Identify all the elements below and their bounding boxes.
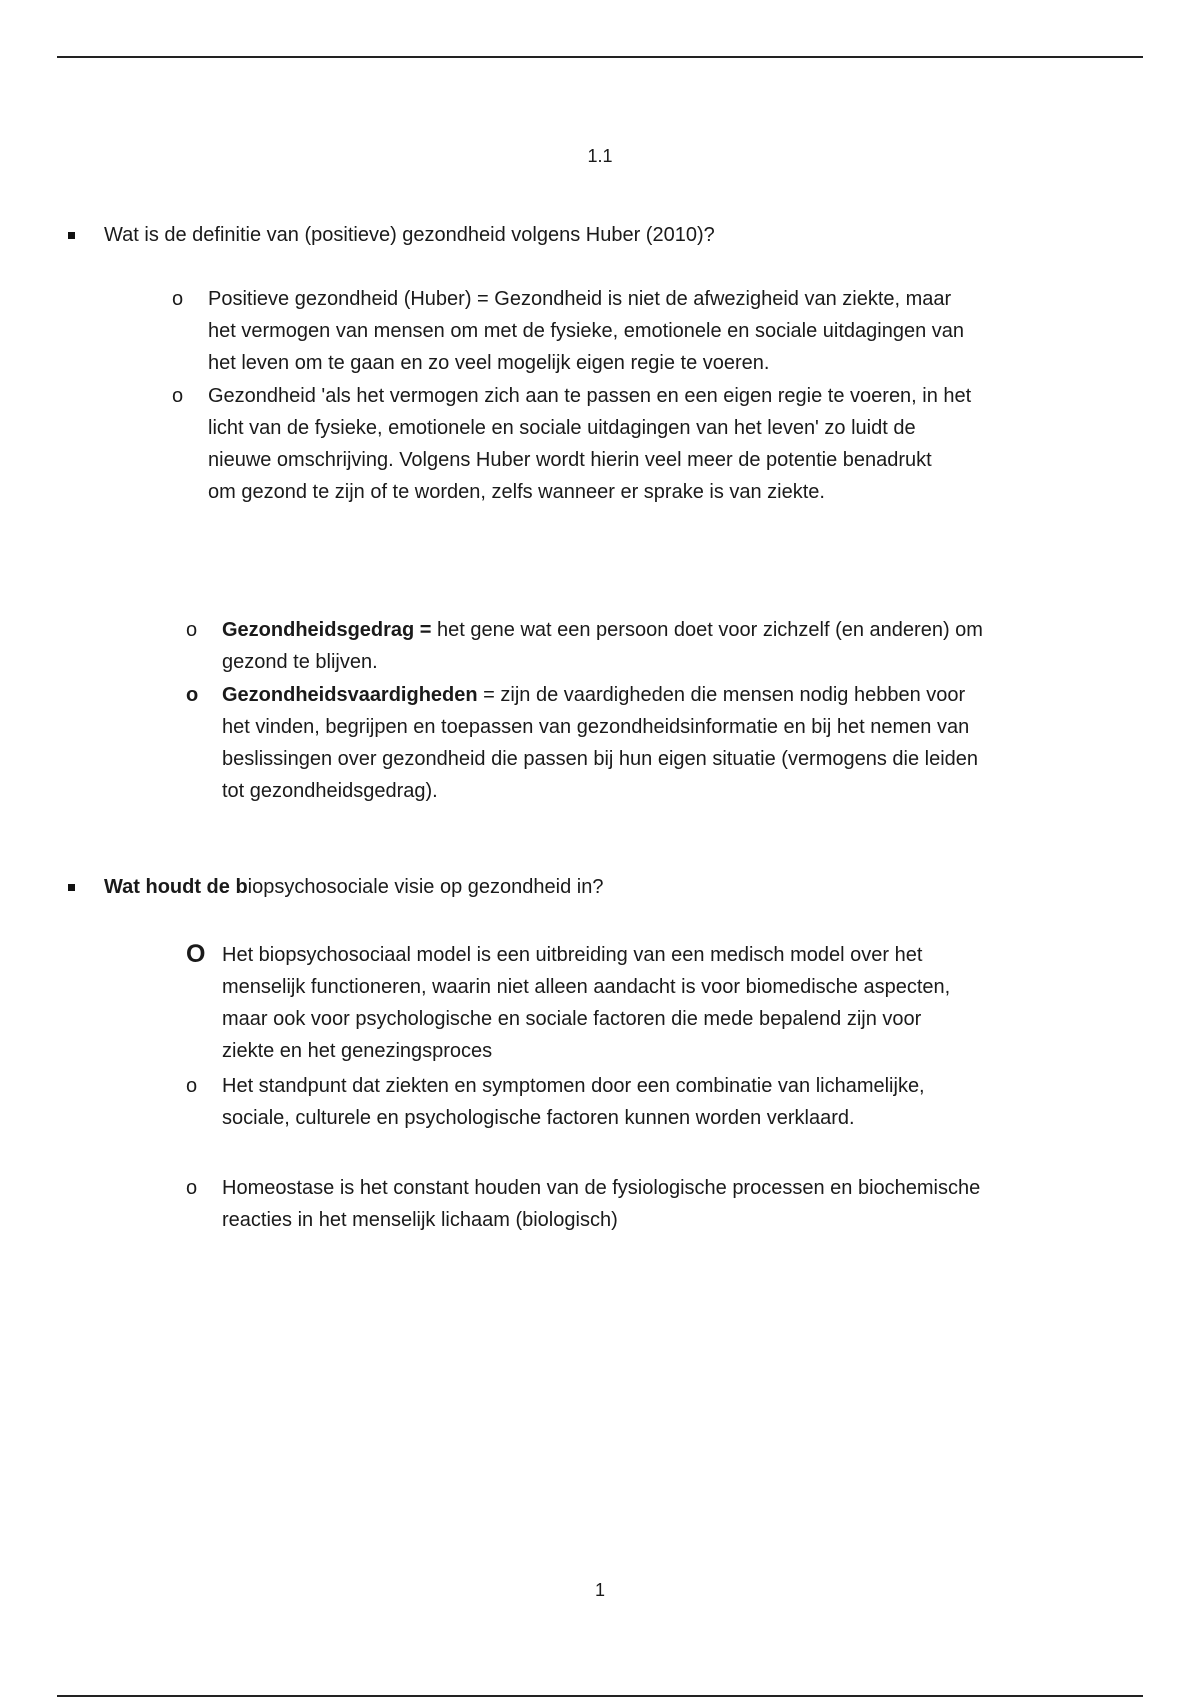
circle-bullet-icon: o (186, 1075, 198, 1097)
line: Gezondheid 'als het vermogen zich aan te passen en een eigen regie te voeren, in het (208, 385, 972, 407)
line: sociale, culturele en psychologische factoren kunnen worden verklaard. (222, 1107, 855, 1129)
square-bullet-icon (68, 232, 75, 239)
line: Gezondheidsvaardigheden = zijn de vaardigheden die mensen nodig hebben voor (222, 684, 966, 706)
line: maar ook voor psychologische en sociale factoren die mede bepalend zijn voor (222, 1008, 922, 1030)
line: nieuwe omschrijving. Volgens Huber wordt hierin veel meer de potentie benadrukt (208, 449, 932, 471)
line: Homeostase is het constant houden van de fysiologische processen en biochemische (222, 1177, 981, 1199)
circle-bullet-icon: o (172, 385, 184, 407)
section-number: 1.1 (587, 146, 613, 166)
circle-bullet-icon: o (172, 288, 184, 310)
line: reacties in het menselijk lichaam (biologisch) (222, 1209, 618, 1231)
line: om gezond te zijn of te worden, zelfs wanneer er sprake is van ziekte. (208, 481, 825, 503)
line: beslissingen over gezondheid die passen bij hun eigen situatie (vermogens die leiden (222, 748, 979, 770)
term: Gezondheidsvaardigheden (222, 684, 478, 706)
page-number: 1 (594, 1580, 605, 1600)
question-1-text: Wat is de definitie van (positieve) gezondheid volgens Huber (2010)? (104, 224, 715, 246)
term: Gezondheidsgedrag = (222, 619, 432, 641)
line: gezond te blijven. (222, 651, 378, 673)
line: ziekte en het genezingsproces (222, 1040, 493, 1062)
circle-bullet-icon: o (186, 619, 198, 641)
line: het vermogen van mensen om met de fysieke, emotionele en sociale uitdagingen van (208, 320, 965, 342)
top-divider (57, 56, 1143, 58)
question-2-text: Wat houdt de biopsychosociale visie op gezondheid in? (104, 876, 604, 898)
circle-bullet-icon: O (186, 940, 206, 968)
line: licht van de fysieke, emotionele en sociale uitdagingen van het leven' zo luidt de (208, 417, 916, 439)
bottom-divider (57, 1695, 1143, 1697)
line: Gezondheidsgedrag = het gene wat een persoon doet voor zichzelf (en anderen) om (222, 619, 983, 641)
circle-bullet-icon: o (186, 1177, 198, 1199)
line: Het biopsychosociaal model is een uitbreiding van een medisch model over het (222, 944, 923, 966)
line: Positieve gezondheid (Huber) = Gezondheid is niet de afwezigheid van ziekte, maar (208, 288, 952, 310)
line: Het standpunt dat ziekten en symptomen door een combinatie van lichamelijke, (222, 1075, 925, 1097)
circle-bullet-icon: o (186, 684, 199, 706)
square-bullet-icon (68, 884, 75, 891)
line: het vinden, begrijpen en toepassen van gezondheidsinformatie en bij het nemen van (222, 716, 970, 738)
line: menselijk functioneren, waarin niet alleen aandacht is voor biomedische aspecten, (222, 976, 951, 998)
line: het leven om te gaan en zo veel mogelijk eigen regie te voeren. (208, 352, 770, 374)
line: tot gezondheidsgedrag). (222, 780, 438, 802)
